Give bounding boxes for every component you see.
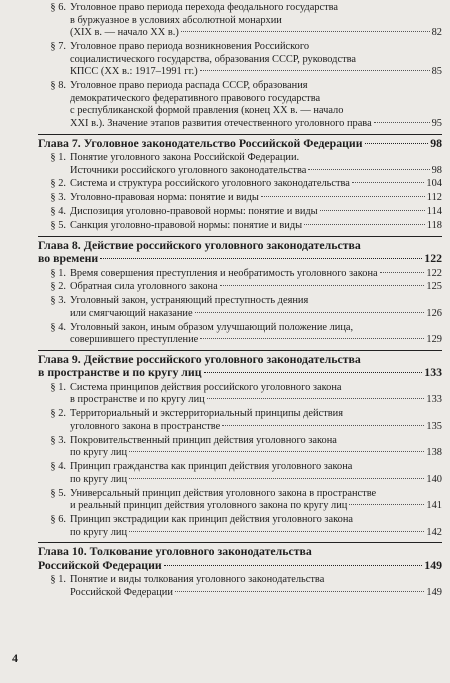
section-entry — [38, 281, 442, 294]
section-entry — [38, 461, 442, 486]
section-entry — [38, 206, 442, 219]
section-entry — [38, 41, 442, 79]
page-ref: 112 — [426, 192, 442, 204]
section-title-line: в буржуазное в условиях абсолютной монархии — [70, 14, 282, 26]
section-title — [70, 178, 442, 191]
section-title-line: Покровительственный принцип действия уголовного закона — [70, 434, 337, 446]
section-title — [70, 461, 442, 486]
dot-leader — [129, 531, 424, 532]
chapter-title-line: в пространстве и по кругу лиц — [38, 365, 202, 380]
section-title — [70, 514, 442, 539]
page-ref: 98 — [430, 135, 442, 150]
section-title-line: XXI в.). Значение этапов развития отечественного уголовного права — [70, 117, 372, 129]
section-number: § 4. — [50, 321, 66, 333]
section-title-line: КПСС (XX в.: 1917–1991 гг.) — [70, 66, 198, 78]
section-title-line: демократического федеративного правового государства — [70, 92, 321, 104]
page-ref: 142 — [426, 526, 442, 538]
section-title-line: Время совершения преступления и необратимость уголовного закона — [70, 267, 378, 279]
chapter-title-line: во времени — [38, 251, 99, 266]
section-entry — [38, 152, 442, 177]
section-title-row — [70, 473, 442, 487]
chapter-title-line: Глава 7. Уголовное законодательство Российской Федерации — [38, 135, 363, 150]
section-title-line: Уголовное право периода распада СССР, образования — [70, 80, 308, 92]
section-entry — [38, 178, 442, 191]
section-title-line: Уголовный закон, устраняющий преступность деяния — [70, 295, 309, 307]
page-ref: 126 — [426, 307, 442, 319]
section-entry — [38, 574, 442, 599]
dot-leader — [308, 169, 429, 170]
section-title-line: в пространстве и по кругу лиц — [70, 394, 205, 406]
dot-leader — [365, 143, 429, 144]
section-number: § 8. — [50, 80, 66, 92]
section-title-line: по кругу лиц — [70, 526, 128, 538]
section-title-line: Диспозиция уголовно-правовой нормы: понятие и виды — [70, 206, 318, 218]
section-number: § 7. — [50, 41, 66, 53]
section-entry — [38, 295, 442, 320]
page-ref: 114 — [426, 206, 442, 218]
section-title-row — [70, 164, 442, 178]
section-title-row — [70, 66, 442, 79]
section-title-line: с республиканской формой правления (конец XX в. — начало — [70, 105, 344, 117]
section-number: § 5. — [50, 220, 66, 232]
section-title-row — [70, 206, 442, 219]
dot-leader — [164, 565, 423, 566]
section-title-line: Российской Федерации — [70, 586, 173, 598]
section-title-line: социалистического государства, образования СССР, руководства — [70, 53, 356, 65]
dot-leader — [129, 451, 424, 452]
section-number: § 6. — [50, 514, 66, 526]
section-title — [70, 192, 442, 205]
section-title-line: Обратная сила уголовного закона — [70, 281, 218, 293]
chapter-title-line: Глава 9. Действие российского уголовного законодательства — [38, 351, 361, 366]
section-entry — [38, 322, 442, 347]
chapter-heading — [38, 353, 442, 380]
dot-leader — [261, 196, 425, 197]
section-title-row — [70, 307, 442, 321]
page-ref: 98 — [431, 164, 442, 176]
section-title-line: Уголовный закон, иным образом улучшающий положение лица, — [70, 321, 354, 333]
section-entry — [38, 220, 442, 233]
section-title — [70, 574, 442, 599]
separator-line — [38, 134, 442, 135]
section-title-row — [70, 117, 442, 131]
section-entry — [38, 268, 442, 281]
dot-leader — [175, 591, 425, 592]
section-number: § 6. — [50, 2, 66, 13]
section-title — [70, 382, 442, 407]
section-number: § 3. — [50, 192, 66, 204]
section-title — [70, 268, 442, 281]
section-number: § 2. — [50, 281, 66, 293]
dot-leader — [222, 425, 424, 426]
section-title-line: по кругу лиц — [70, 447, 128, 459]
section-title-line: Территориальный и экстерриториальный принципы действия — [70, 408, 343, 420]
dot-leader — [207, 398, 425, 399]
page-ref: 133 — [426, 394, 442, 406]
section-title-row — [70, 334, 442, 347]
section-title-line: Принцип экстрадиции как принцип действия уголовного закона — [70, 514, 354, 526]
section-title-row — [70, 192, 442, 205]
chapter-title-line: Глава 10. Толкование уголовного законодательства — [38, 544, 312, 559]
section-title-line: Понятие и виды толкования уголовного законодательства — [70, 574, 325, 586]
page-ref: 95 — [431, 117, 442, 129]
chapter-title-line: Глава 8. Действие российского уголовного законодательства — [38, 237, 361, 252]
page-ref: 140 — [426, 473, 442, 485]
section-title-line: (XIX в. — начало XX в.) — [70, 27, 179, 39]
dot-leader — [200, 338, 424, 339]
section-entry — [38, 80, 442, 130]
section-title — [70, 295, 442, 320]
section-title-row — [70, 27, 442, 40]
section-title-line: Система и структура российского уголовного законодательства — [70, 178, 350, 190]
page-ref: 149 — [426, 586, 442, 598]
page-ref: 129 — [426, 334, 442, 346]
dot-leader — [304, 224, 425, 225]
section-title-line: уголовного закона в пространстве — [70, 420, 221, 432]
section-entry — [38, 2, 442, 40]
section-number: § 1. — [50, 381, 66, 393]
page-ref: 125 — [426, 281, 442, 293]
section-title-row — [70, 281, 442, 294]
dot-leader — [200, 70, 430, 71]
page-ref: 141 — [426, 500, 442, 512]
page-ref: 122 — [424, 251, 442, 266]
section-entry — [38, 408, 442, 433]
section-number: § 1. — [50, 151, 66, 163]
section-entry — [38, 514, 442, 539]
section-title-row — [70, 500, 442, 513]
section-number: § 2. — [50, 408, 66, 420]
chapter-title-row — [38, 137, 442, 150]
section-title-line: Принцип гражданства как принцип действия уголовного закона — [70, 461, 353, 473]
section-number: § 5. — [50, 487, 66, 499]
separator-line — [38, 236, 442, 237]
dot-leader — [220, 285, 425, 286]
page-ref: 118 — [426, 220, 442, 232]
section-title-row — [70, 178, 442, 191]
section-title-row — [70, 267, 442, 281]
dot-leader — [204, 372, 423, 373]
dot-leader — [320, 210, 425, 211]
section-number: § 3. — [50, 295, 66, 307]
section-title-line: и реальный принцип действия уголовного закона по кругу лиц — [70, 500, 348, 512]
separator-line — [38, 350, 442, 351]
dot-leader — [352, 182, 424, 183]
chapter-heading — [38, 239, 442, 266]
section-title — [70, 152, 442, 177]
section-title-line: Система принципов действия российского уголовного закона — [70, 381, 342, 393]
page-ref: 122 — [426, 267, 442, 279]
section-entry — [38, 192, 442, 205]
chapter-heading — [38, 545, 442, 572]
chapter-title-row — [38, 559, 442, 572]
page-ref: 85 — [431, 66, 442, 78]
section-title-row — [70, 394, 442, 407]
chapter-heading — [38, 137, 442, 150]
dot-leader — [195, 312, 425, 313]
section-title — [70, 435, 442, 460]
chapter-title-row — [38, 366, 442, 379]
section-title-row — [70, 220, 442, 233]
section-title-line: совершившего преступление — [70, 334, 199, 346]
section-title — [70, 220, 442, 233]
section-entry — [38, 435, 442, 460]
section-title-line: Уголовное право периода перехода феодального государства — [70, 2, 339, 13]
section-title-row — [70, 420, 442, 434]
section-title-line: Уголовно-правовая норма: понятие и виды — [70, 192, 259, 204]
chapter-title-row — [38, 252, 442, 265]
dot-leader — [380, 272, 425, 273]
page-ref: 104 — [426, 178, 442, 190]
section-number: § 2. — [50, 178, 66, 190]
section-title-row — [70, 586, 442, 600]
dot-leader — [129, 478, 424, 479]
section-number: § 3. — [50, 434, 66, 446]
section-title-line: Источники российского уголовного законодательства — [70, 164, 307, 176]
section-title-line: Универсальный принцип действия уголовного закона в пространстве — [70, 487, 377, 499]
section-title — [70, 281, 442, 294]
section-title-row — [70, 526, 442, 540]
section-title-line: по кругу лиц — [70, 473, 128, 485]
section-title — [70, 2, 442, 40]
section-title-line: Санкция уголовно-правовой нормы: понятие и виды — [70, 220, 303, 232]
separator-line — [38, 542, 442, 543]
section-number: § 1. — [50, 574, 66, 586]
section-number: § 1. — [50, 267, 66, 279]
section-title — [70, 488, 442, 513]
dot-leader — [181, 31, 430, 32]
page-ref: 82 — [431, 27, 442, 39]
page-ref: 149 — [424, 557, 442, 572]
section-number: § 4. — [50, 461, 66, 473]
dot-leader — [374, 122, 430, 123]
section-title-row — [70, 447, 442, 460]
section-title-line: Понятие уголовного закона Российской Федерации. — [70, 151, 300, 163]
chapter-title-line: Российской Федерации — [38, 557, 162, 572]
section-title — [70, 408, 442, 433]
table-of-contents — [38, 2, 442, 601]
page-ref: 133 — [424, 365, 442, 380]
page-ref: 138 — [426, 447, 442, 459]
section-entry — [38, 488, 442, 513]
section-entry — [38, 382, 442, 407]
section-title — [70, 206, 442, 219]
page-number: 4 — [12, 651, 18, 665]
section-title-line: или смягчающий наказание — [70, 307, 193, 319]
dot-leader — [100, 258, 422, 259]
section-title — [70, 322, 442, 347]
section-title — [70, 41, 442, 79]
page-ref: 135 — [426, 420, 442, 432]
section-number: § 4. — [50, 206, 66, 218]
dot-leader — [349, 504, 424, 505]
section-title — [70, 80, 442, 130]
section-title-line: Уголовное право периода возникновения Российского — [70, 41, 310, 53]
